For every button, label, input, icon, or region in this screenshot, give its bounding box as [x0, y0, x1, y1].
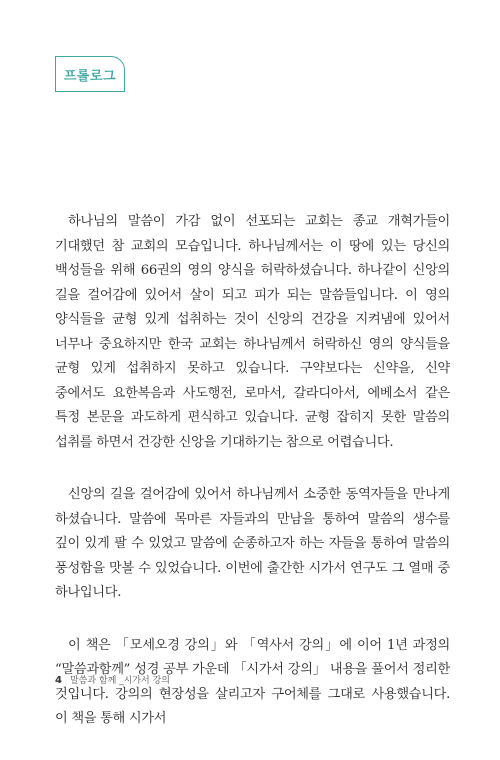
section-label: 프롤로그 — [63, 68, 117, 84]
paragraph: 하나님의 말씀이 가감 없이 선포되는 교회는 종교 개혁가들이 기대했던 참 교회의 모습입니다. 하나님께서는 이 땅에 있는 당신의 백성들을 위해 66권의 영의 양식을 허락하셨습니다. 하나같이 신앙의 길을 걸어감에 있어서 살이 되고 피가 되는 말씀들입니다. 이 영의 양식들을 균형 있게 섭취하는 것이 신앙의 건강을 지켜냄에 있어서 너무나 중요하지만 한국 교회는 하나님께서 허락하신 영의 양식들을 균형 있게 섭취하지 못하고 있습니다. 구약보다는 신약을, 신약 중에서도 요한복음과 사도행전, 로마서, 갈라디아서, 에베소서 같은 특정 본문을 과도하게 편식하고 있습니다. 균형 잡히지 못한 말씀의 섭취를 하면서 건강한 신앙을 기대하기는 참으로 어렵습니다. — [55, 214, 450, 450]
page-footer — [55, 673, 170, 686]
paragraph: 이 책은 「모세오경 강의」와 「역사서 강의」에 이어 1년 과정의 “말씀과함께” 성경 공부 가운데 「시가서 강의」 내용을 풀어서 정리한 것입니다. 강의의 현장성을 살리고자 구어체를 그대로 사용했습니다. 이 책을 통해 시가서 — [55, 637, 450, 726]
running-title: 말씀과 함께 _시가서 강의 — [69, 676, 170, 686]
page-number: 4 — [55, 675, 62, 686]
paragraph: 신앙의 길을 걸어감에 있어서 하나님께서 소중한 동역자들을 만나게 하셨습니다. 말씀에 목마른 자들과의 만남을 통하여 말씀의 생수를 깊이 있게 팔 수 있었고 말씀에 순종하고자 하는 자들을 통하여 말씀의 풍성함을 맛볼 수 있었습니다. 이번에 출간한 시가서 연구도 그 열매 중 하나입니다. — [55, 487, 450, 600]
section-label-box — [55, 56, 125, 92]
